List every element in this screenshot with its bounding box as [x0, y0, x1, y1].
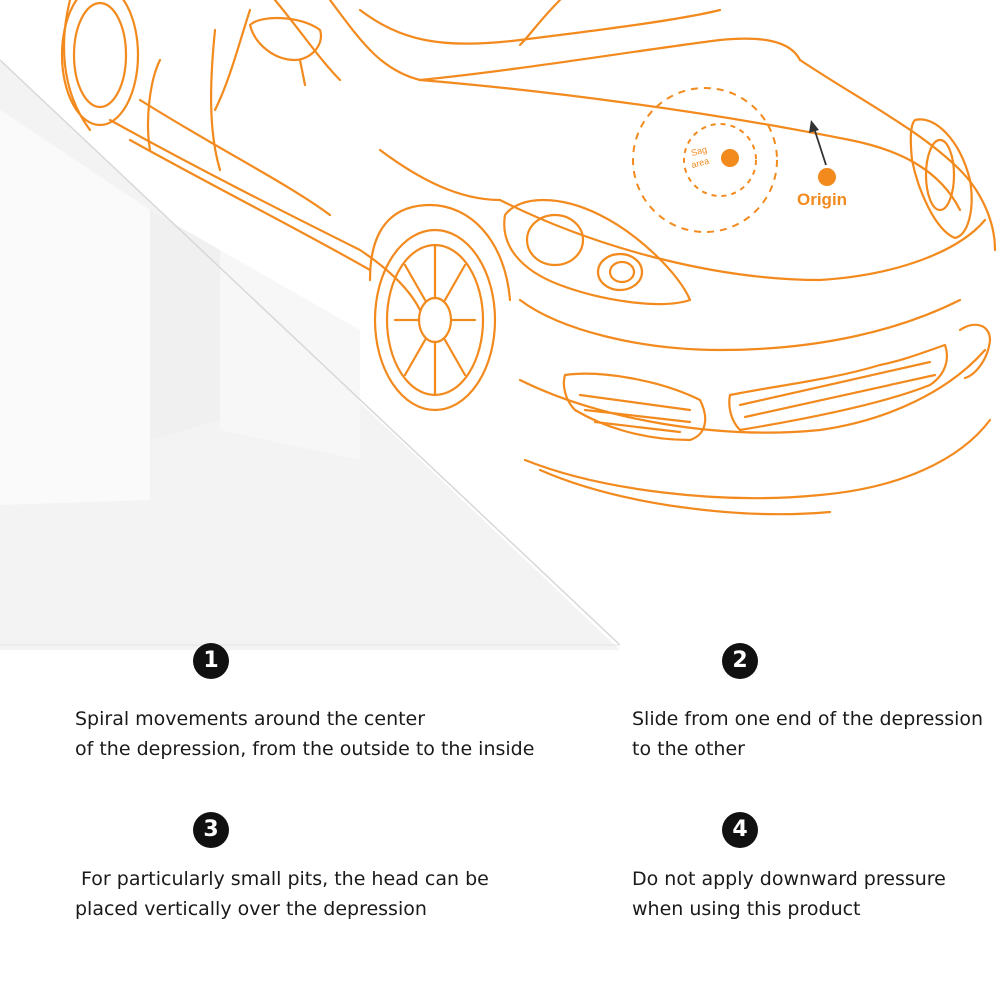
step-4-line-2: when using this product [632, 898, 861, 920]
step-1-line-1: Spiral movements around the center [75, 708, 426, 730]
step-3-line-1: For particularly small pits, the head can be [75, 868, 489, 890]
step-3-badge: 3 [193, 812, 229, 848]
step-2-text [632, 704, 983, 764]
step-4-badge: 4 [722, 812, 758, 848]
step-4-line-1: Do not apply downward pressure [632, 868, 946, 890]
background-panels [0, 60, 620, 650]
sag-area-label-line1: Sag [689, 144, 709, 159]
origin-label: Origin [797, 190, 848, 209]
sag-area-label-line2: area [690, 155, 711, 171]
step-2-line-1: Slide from one end of the depression [632, 708, 984, 730]
origin-dot [818, 168, 836, 186]
step-1-text [75, 704, 534, 764]
sag-diagram [633, 88, 847, 232]
step-1-badge: 1 [193, 643, 229, 679]
step-4-text [632, 864, 946, 924]
step-1-line-2: of the depression, from the outside to the inside [75, 738, 535, 760]
step-2-line-2: to the other [632, 738, 745, 760]
step-2-badge: 2 [722, 643, 758, 679]
step-3-line-2: placed vertically over the depression [75, 898, 427, 920]
step-3-text [75, 864, 489, 924]
sag-area-dot [721, 149, 739, 167]
